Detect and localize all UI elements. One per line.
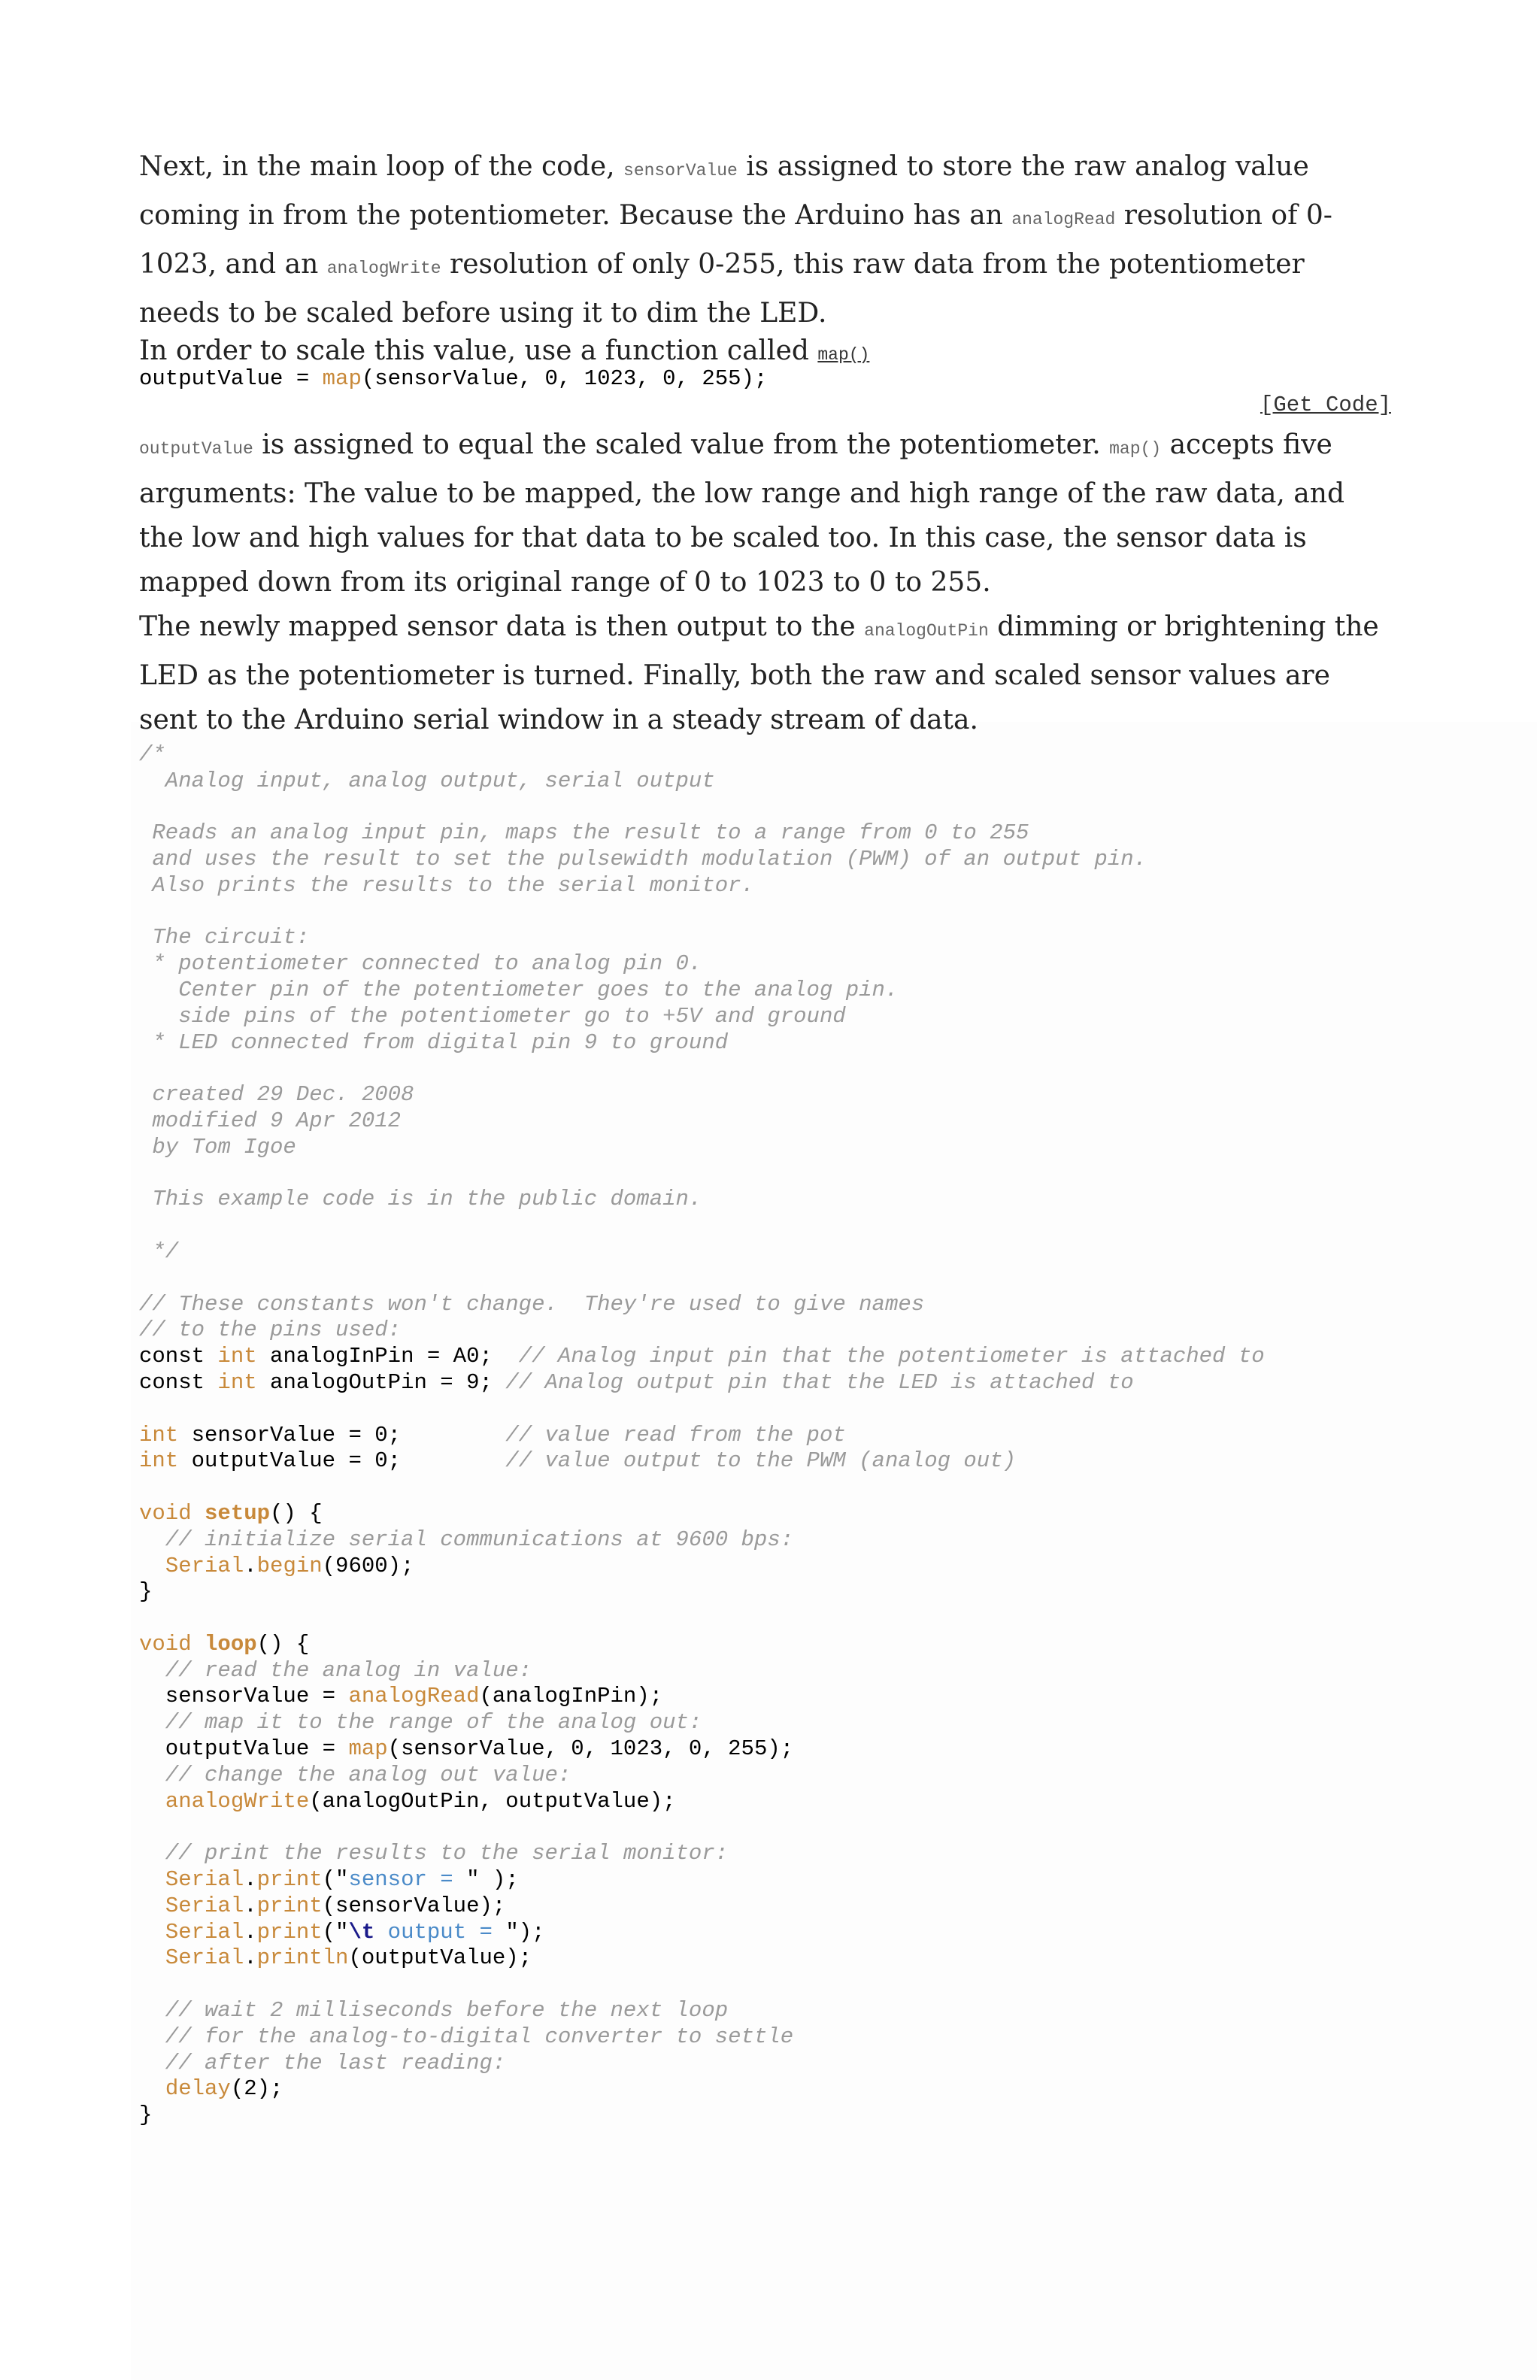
arduino-sketch-code: /* Analog input, analog output, serial output Reads an analog input pin, maps the result to a range from 0 to 255 and uses the result to set the pulsewidth modulation (PWM) of an output pin. Also prints the results to the serial monitor. The circuit: * potentiometer connected to analog pin 0. Center pin of the potentiometer goes to the analog pin. side pins of the potentiometer go to +5V and ground * LED connected from digital pin 9 to ground created 29 Dec. 2008 modified 9 Apr 2012 by Tom Igoe This example code is in the public domain. */ // These constants won't change. They're used to give names // to the pins used: const int analogInPin = A0; // Analog input pin that the potentiometer is attached to const int analogOutPin = 9; // Analog output pin that the LED is attached to int sensorValue = 0; // value read from the pot int outputValue = 0; // value output to the PWM (analog out) void setup() { // initialize serial communications at 9600 bps: Serial.begin(9600); } void loop() { // read the analog in value: sensorValue = analogRead(analogInPin); // map it to the range of the analog out: outputValue = map(sensorValue, 0, 1023, 0, 255); // change the analog out value: analogWrite(analogOutPin, outputValue); // print the results to the serial monitor: Serial.print("sensor = " ); Serial.print(sensorValue); Serial.print("\t output = "); Serial.println(outputValue); // wait 2 milliseconds before the next loop // for the analog-to-digital converter to settle // after the last reading: delay(2); } bbox=[139, 742, 1391, 2129]
paragraph-output: The newly mapped sensor data is then output to the analogOutPin dimming or brightening the LED as the potentiometer is turned. Finally, both the raw and scaled sensor values are sent to the Arduino serial window in a steady stream of data. bbox=[139, 611, 1379, 735]
header-comment: /* Analog input, analog output, serial output Reads an analog input pin, maps the result to a range from 0 to 255 and uses the result to set the pulsewidth modulation (PWM) of an output pin. Also prints the results to the serial monitor. The circuit: * potentiometer connected to analog pin 0. Center pin of the potentiometer goes to the analog pin. side pins of the potentiometer go to +5V and ground * LED connected from digital pin 9 to ground created 29 Dec. 2008 modified 9 Apr 2012 by Tom Igoe This example code is in the public domain. */ bbox=[139, 741, 1147, 1264]
inline-code-outputValue: outputValue bbox=[139, 438, 253, 459]
inline-code-analogWrite: analogWrite bbox=[326, 259, 441, 278]
paragraph-intro: Next, in the main loop of the code, sensorValue is assigned to store the raw analog value coming in from the potentiometer. Because the Arduino has an analogRead resolution of 0-1023, and an analogWrite resolution of only 0-255, this raw data from the potentiometer needs to be scaled before using it to dim the LED. bbox=[139, 151, 1332, 329]
get-code-row bbox=[139, 393, 1391, 423]
inline-code-analogOutPin: analogOutPin bbox=[864, 620, 989, 641]
inline-code-analogRead: analogRead bbox=[1011, 210, 1116, 229]
inline-code-sensorValue: sensorValue bbox=[623, 161, 738, 180]
get-code-button[interactable]: [Get Code] bbox=[1260, 392, 1391, 417]
paragraph-scale: In order to scale this value, use a function called map() bbox=[139, 335, 870, 366]
document-body bbox=[139, 144, 1391, 2129]
inline-code-map: map() bbox=[1109, 438, 1162, 459]
map-function-link[interactable]: map() bbox=[817, 345, 870, 365]
map-code-snippet: outputValue = map(sensorValue, 0, 1023, 0, 255); bbox=[139, 366, 768, 391]
paragraph-outputvalue: outputValue is assigned to equal the scaled value from the potentiometer. map() accepts five arguments: The value to be mapped, the low range and high range of the raw data, and the low and high values for that data to be scaled too. In this case, the sensor data is mapped down from its original range of 0 to 1023 to 0 to 255. bbox=[139, 429, 1344, 598]
